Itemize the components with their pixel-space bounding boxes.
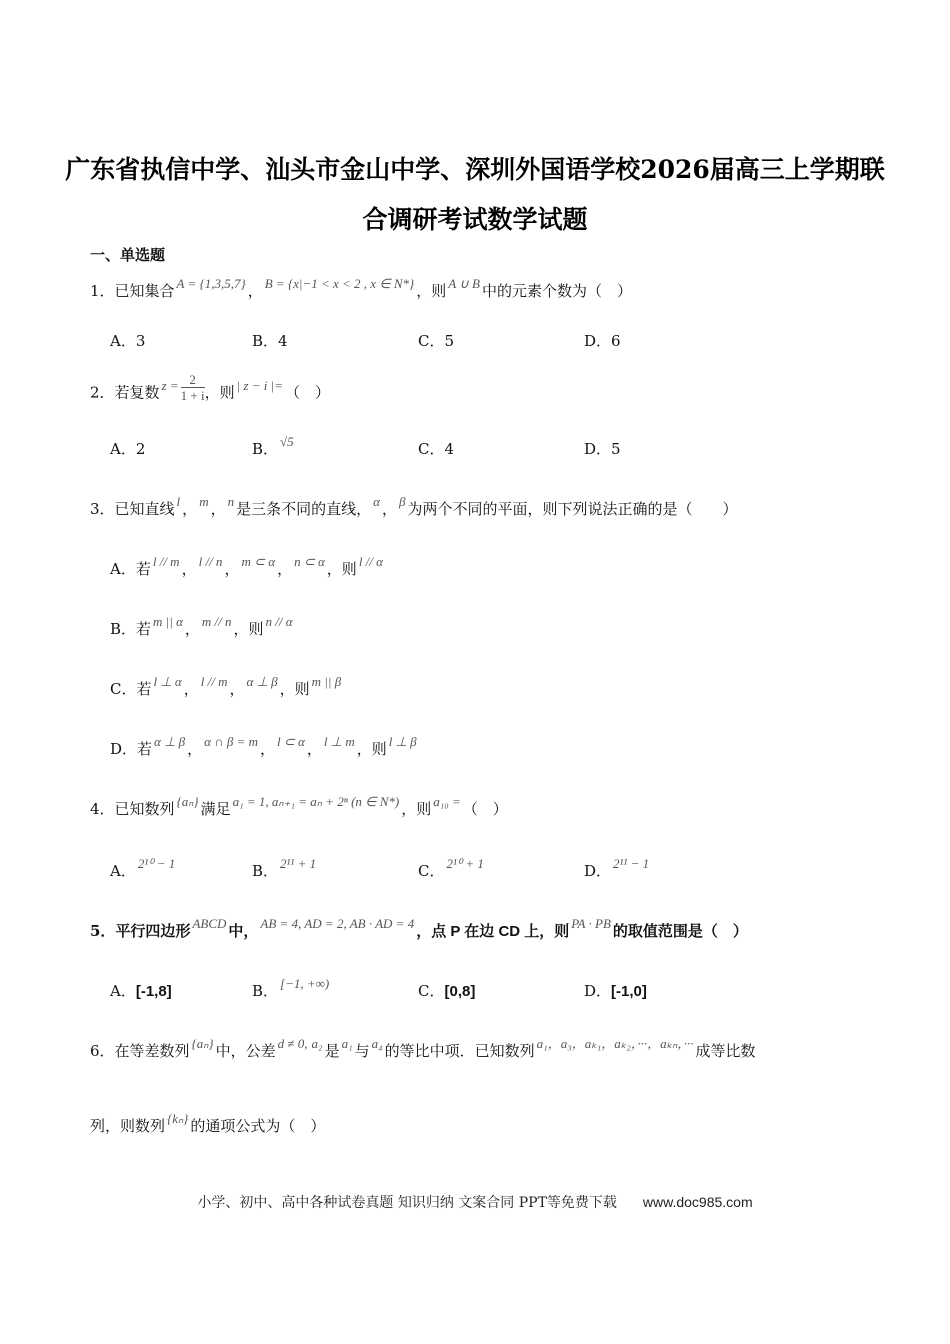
q3-mid: 是三条不同的直线， [236, 500, 372, 518]
q5-option-c-value: [0,8] [444, 983, 476, 1000]
q5-suffix: 的取值范围是（ ） [612, 922, 748, 940]
q2-prefix: 2．若复数 [90, 383, 160, 402]
q3c-math: α ⊥ β [246, 674, 278, 689]
section-heading: 一、单选题 [90, 246, 166, 264]
q5-option-c-label: C． [418, 982, 445, 1000]
q4-a10: a₁₀ = [433, 794, 461, 809]
q3-l: l [176, 494, 181, 509]
q3-sep: ， [210, 500, 226, 518]
q1-option-a: A．3 [110, 332, 146, 350]
q6-a1: a₁ [341, 1036, 353, 1051]
q3d-sep: ， [187, 740, 203, 758]
q3a-sep: ， [181, 560, 197, 578]
question-1 [90, 276, 632, 301]
q3a-math: m ⊂ α [241, 554, 276, 569]
q3a-math: l // α [358, 554, 383, 569]
q3-alpha: α [373, 494, 380, 509]
q5-option-a-label: A． [110, 982, 136, 1000]
question-6 [90, 1036, 756, 1061]
q1-sep: ， [247, 282, 263, 300]
q2-mid: ，则 [204, 383, 235, 402]
q4-recurrence: a₁ = 1, aₙ₊₁ = aₙ + 2ⁿ (n ∈ N*) [232, 794, 400, 809]
q4-option-d [584, 856, 651, 881]
q3b-math: m // n [201, 614, 232, 629]
q6-line2-suffix: 的通项公式为（ ） [190, 1117, 326, 1135]
q4-mid2: ，则 [401, 800, 432, 818]
q4-option-c [418, 856, 486, 881]
q5-dot-product: PA · PB [571, 916, 611, 931]
q6-suffix: 成等比数 [695, 1042, 756, 1060]
q3c-math: l // m [200, 674, 228, 689]
q4-option-b [252, 856, 318, 881]
q2-option-b-math: √5 [280, 434, 294, 449]
q3a-math: n ⊂ α [294, 554, 325, 569]
q1-mid: ，则 [416, 282, 447, 300]
q3-prefix: 3．已知直线 [90, 500, 175, 518]
exam-title-line-2: 合调研考试数学试题 [362, 205, 588, 234]
footer [0, 1192, 950, 1212]
q4-seq: {aₙ} [176, 794, 199, 809]
q3-m: m [199, 494, 209, 509]
q2-fraction [181, 372, 205, 403]
q5-option-a [110, 980, 172, 1001]
q2-modulus: | z − i |= [236, 377, 283, 393]
q3c-sep: ， [229, 680, 245, 698]
q4-option-b-math: 2¹¹ + 1 [280, 856, 317, 871]
q3-option-d [110, 734, 419, 759]
q1-prefix: 1．已知集合 [90, 282, 175, 300]
q2-z: z = [161, 377, 179, 393]
q3a-label: A．若 [110, 560, 151, 578]
q4-option-b-label: B． [252, 862, 279, 880]
q5-mid2: ，点 P 在边 CD 上，则 [416, 923, 570, 940]
q3d-sep: ， [260, 740, 276, 758]
q5-option-b [252, 976, 331, 1001]
q5-option-d-value: [-1,0] [611, 983, 647, 1000]
q3d-math: α ⊥ β [154, 734, 186, 749]
q3a-sep: ，则 [326, 560, 357, 578]
q3d-math: l ⊂ α [277, 734, 305, 749]
q2-option-d: D．5 [584, 440, 621, 458]
q2-option-a: A．2 [110, 440, 146, 458]
q1-union: A ∪ B [448, 276, 480, 291]
q2-denominator: 1 + i [180, 388, 205, 403]
q2-suffix: （ ） [284, 383, 330, 402]
q3-beta: β [398, 494, 406, 509]
question-6-line-2 [90, 1111, 326, 1136]
footer-site: www.doc985.com [642, 1194, 753, 1210]
q4-suffix: （ ） [462, 800, 508, 818]
q3-option-a [110, 554, 385, 579]
question-2 [90, 372, 330, 409]
q5-option-b-label: B． [252, 982, 279, 1000]
q1-option-b: B．4 [252, 332, 288, 350]
q4-option-c-math: 2¹⁰ + 1 [446, 856, 484, 871]
q6-d: d ≠ 0, [277, 1036, 308, 1051]
q3b-sep: ， [184, 620, 200, 638]
q2-numerator: 2 [181, 372, 205, 388]
q3a-sep: ， [224, 560, 240, 578]
q5-abcd: ABCD [192, 916, 227, 931]
q3-option-c [110, 674, 343, 699]
q2-option-c: C．4 [418, 440, 455, 458]
q2-option-b-label: B． [252, 440, 279, 458]
q3c-math: l ⊥ α [153, 674, 182, 689]
q5-option-c [418, 980, 475, 1001]
q3d-math: l ⊥ β [388, 734, 417, 749]
q2-option-b [252, 434, 296, 459]
q6-subsequence: a₁，a₃，aₖ₁，aₖ₂，···，aₖₙ，··· [536, 1036, 694, 1051]
q3a-sep: ， [277, 560, 293, 578]
footer-text: 小学、初中、高中各种试卷真题 知识归纳 文案合同 PPT等免费下载 [197, 1195, 617, 1211]
q5-option-b-math: [−1, +∞) [280, 976, 330, 991]
question-5 [90, 916, 748, 941]
q3d-label: D．若 [110, 740, 153, 758]
q5-given: AB = 4, AD = 2, AB · AD = 4 [260, 916, 415, 931]
q1-set-a: A = {1,3,5,7} [176, 276, 246, 291]
q3b-sep: ，则 [233, 620, 264, 638]
q3c-sep: ，则 [279, 680, 310, 698]
q3-n: n [227, 494, 235, 509]
q5-mid: 中， [228, 922, 259, 940]
question-4 [90, 794, 508, 819]
q1-set-b: B = {x|−1 < x < 2 , x ∈ N*} [264, 276, 415, 291]
q3b-math: n // α [265, 614, 293, 629]
q3c-math: m || β [311, 674, 342, 689]
q1-suffix: 中的元素个数为（ ） [481, 282, 632, 300]
q6-mid4: 的等比中项．已知数列 [384, 1042, 535, 1060]
q3d-sep: ， [306, 740, 322, 758]
q3-sep: ， [381, 500, 397, 518]
q4-option-d-label: D． [584, 862, 612, 880]
q5-option-a-value: [-1,8] [135, 983, 172, 1000]
q4-option-a-math: 2¹⁰ − 1 [137, 856, 176, 871]
q3c-sep: ， [183, 680, 199, 698]
q3d-sep: ，则 [356, 740, 387, 758]
q4-mid: 满足 [200, 800, 231, 818]
q6-prefix: 6．在等差数列 [90, 1042, 190, 1060]
q3d-math: α ∩ β = m [204, 734, 259, 749]
q6-line2-prefix: 列，则数列 [90, 1117, 166, 1135]
q4-option-d-math: 2¹¹ − 1 [613, 856, 650, 871]
q5-option-d-label: D． [584, 982, 612, 1000]
q6-mid1: 中，公差 [215, 1042, 276, 1060]
exam-title-line-1: 广东省执信中学、汕头市金山中学、深圳外国语学校2026届高三上学期联 [65, 155, 885, 184]
q3b-label: B．若 [110, 620, 152, 638]
q6-seq: {aₙ} [191, 1036, 214, 1051]
q1-option-d: D．6 [584, 332, 621, 350]
q3a-math: l // n [198, 554, 223, 569]
q3-sep: ， [182, 500, 198, 518]
q3-option-b [110, 614, 295, 639]
q4-option-a [110, 856, 177, 881]
q6-a2: a₂ [311, 1036, 323, 1051]
q6-kn: {kₙ} [167, 1111, 189, 1126]
q6-a4: a₄ [371, 1036, 383, 1051]
q3a-math: l // m [152, 554, 180, 569]
question-3 [90, 494, 738, 519]
q3c-label: C．若 [110, 680, 152, 698]
q3d-math: l ⊥ m [323, 734, 355, 749]
q6-mid3: 与 [354, 1042, 370, 1060]
q5-option-d [584, 980, 647, 1001]
q4-option-a-label: A． [110, 862, 136, 880]
q5-prefix: 5．平行四边形 [90, 922, 191, 940]
q4-prefix: 4．已知数列 [90, 800, 175, 818]
q3-suffix: 为两个不同的平面，则下列说法正确的是（ ） [407, 500, 738, 518]
q3b-math: m || α [153, 614, 183, 629]
q1-option-c: C．5 [418, 332, 455, 350]
q4-option-c-label: C． [418, 862, 445, 880]
q6-mid2: 是 [324, 1042, 340, 1060]
